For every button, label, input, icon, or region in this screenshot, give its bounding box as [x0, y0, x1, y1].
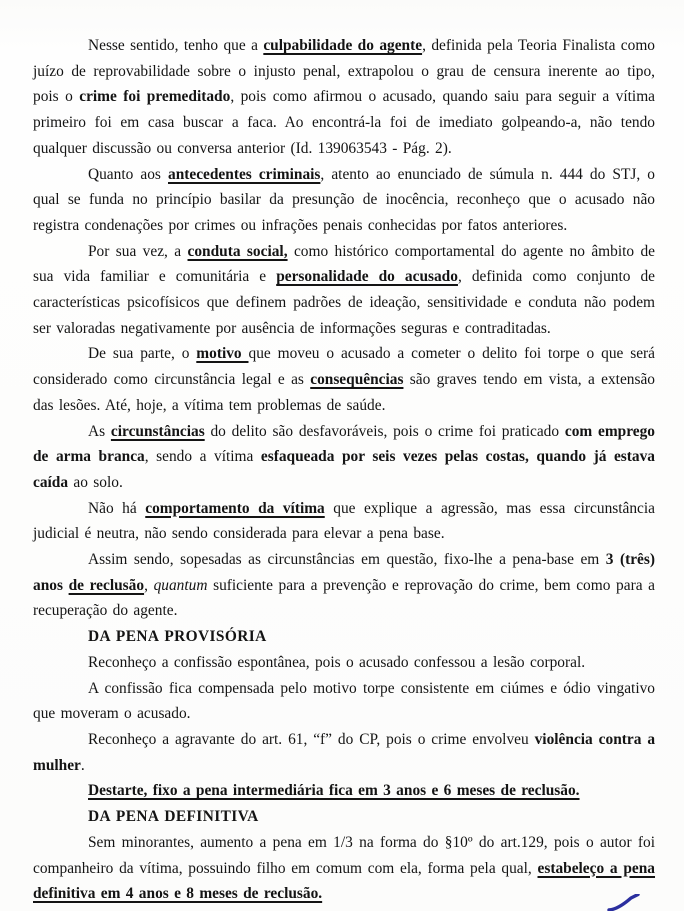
document-body [33, 33, 655, 907]
text-run: Não há [88, 499, 146, 517]
text-run: , definida como conjunto de características psicofísicos que definem padrões de ideação, sensitividade e conduta não podem ser valoradas negativamente por ausência de informações seguras e contraditadas. [33, 268, 656, 337]
text-run: . [80, 756, 85, 774]
text-run: como histórico comportamental do agente no âmbito de sua vida familiar e comunitária e [33, 242, 655, 286]
paragraph [33, 33, 655, 162]
text-run: suficiente para a prevenção e reprovação do crime, bem como para a recuperação do agente. [33, 576, 655, 620]
text-run: antecedentes criminais [168, 165, 321, 183]
text-run: Destarte, fixo a pena intermediária fica em 3 anos e 6 meses de reclusão. [88, 782, 580, 800]
text-run: As [88, 422, 111, 440]
text-run: A confissão fica compensada pelo motivo torpe consistente em ciúmes e ódio vingativo que moveram o acusado. [33, 679, 655, 723]
text-run: que moveu o acusado a cometer o delito foi torpe o que será considerado como circunstância legal e as [33, 345, 656, 389]
text-run: personalidade do acusado [276, 268, 458, 286]
paragraph [33, 830, 655, 907]
section-heading [33, 804, 655, 830]
section-heading [33, 624, 655, 650]
text-run: Nesse sentido, tenho que a [88, 37, 264, 54]
text-run: DA PENA DEFINITIVA [88, 808, 259, 826]
text-run: , atento ao enunciado de súmula n. 444 do STJ, o qual se funda no princípio basilar da presunção de inocência, reconheço que o acusado não registra condenações por crimes ou infrações penais conhecidas por fatos anteriores. [33, 165, 655, 234]
paragraph [33, 162, 655, 239]
blue-pen-stroke [607, 894, 645, 911]
text-run: que explique a agressão, mas essa circunstância judicial é neutra, não sendo considerada para elevar a pena base. [33, 499, 655, 543]
text-run: Por sua vez, a [88, 242, 188, 260]
text-run: Quanto aos [88, 165, 168, 183]
text-run: De sua parte, o [88, 345, 197, 363]
text-run: Reconheço a confissão espontânea, pois o acusado confessou a lesão corporal. [88, 653, 586, 671]
text-run: motivo [196, 345, 249, 363]
text-run: DA PENA PROVISÓRIA [88, 628, 267, 646]
paragraph [33, 547, 655, 624]
text-run: circunstâncias [110, 422, 205, 440]
text-run: são graves tendo em vista, a extensão das lesões. Até, hoje, a vítima tem problemas de saúde. [33, 371, 655, 414]
paragraph [33, 341, 655, 418]
text-run: com emprego de arma branca [33, 422, 655, 466]
text-run: Assim sendo, sopesadas as circunstâncias em questão, fixo-lhe a pena-base em [88, 551, 606, 569]
text-run: consequências [310, 371, 404, 389]
text-run: do delito são desfavoráveis, pois o crime foi praticado [204, 422, 565, 440]
text-run: , sendo a vítima [144, 448, 261, 466]
text-run: violência contra a mulher [33, 730, 656, 774]
paragraph [33, 778, 655, 804]
text-run: 3 (três) anos [33, 551, 655, 594]
text-run: quantum [153, 576, 208, 594]
text-run: ao solo. [68, 473, 123, 491]
text-run: comportamento da vítima [145, 499, 325, 517]
text-run: esfaqueada por seis vezes pelas costas, quando já estava caída [33, 448, 655, 491]
paragraph [33, 239, 655, 342]
text-run: conduta social, [187, 242, 288, 260]
text-run: crime foi premeditado [79, 88, 231, 106]
paragraph [33, 676, 655, 727]
paragraph [33, 650, 655, 676]
text-run: Sem minorantes, aumento a pena em 1/3 na forma do §10º do art.129, pois o autor foi companheiro da vítima, possuindo filho em comum com ela, forma pela qual, [33, 833, 655, 877]
text-run: Reconheço a agravante do art. 61, “f” do CP, pois o crime envolveu [88, 730, 535, 748]
text-run: , [144, 576, 154, 594]
text-run: estabeleço a pena definitiva em 4 anos e 8 meses de reclusão. [33, 859, 656, 903]
pen-stroke-path [609, 895, 638, 911]
paragraph [33, 419, 655, 496]
text-run: , pois como afirmou o acusado, quando saiu para seguir a vítima primeiro foi em casa buscar a faca. Ao encontrá-la foi de imediato golpeando-a, não tendo qualquer discussão ou conversa anterior (Id. 139063543 - Pág. 2). [33, 88, 656, 157]
text-run: , definida pela Teoria Finalista como juízo de reprovabilidade sobre o injusto penal, extrapolou o grau de censura inerente ao tipo, pois o [33, 37, 655, 106]
paragraph [33, 727, 655, 778]
paragraph [33, 496, 655, 547]
text-run: de reclusão [68, 576, 145, 594]
text-run: culpabilidade do agente [263, 37, 423, 54]
